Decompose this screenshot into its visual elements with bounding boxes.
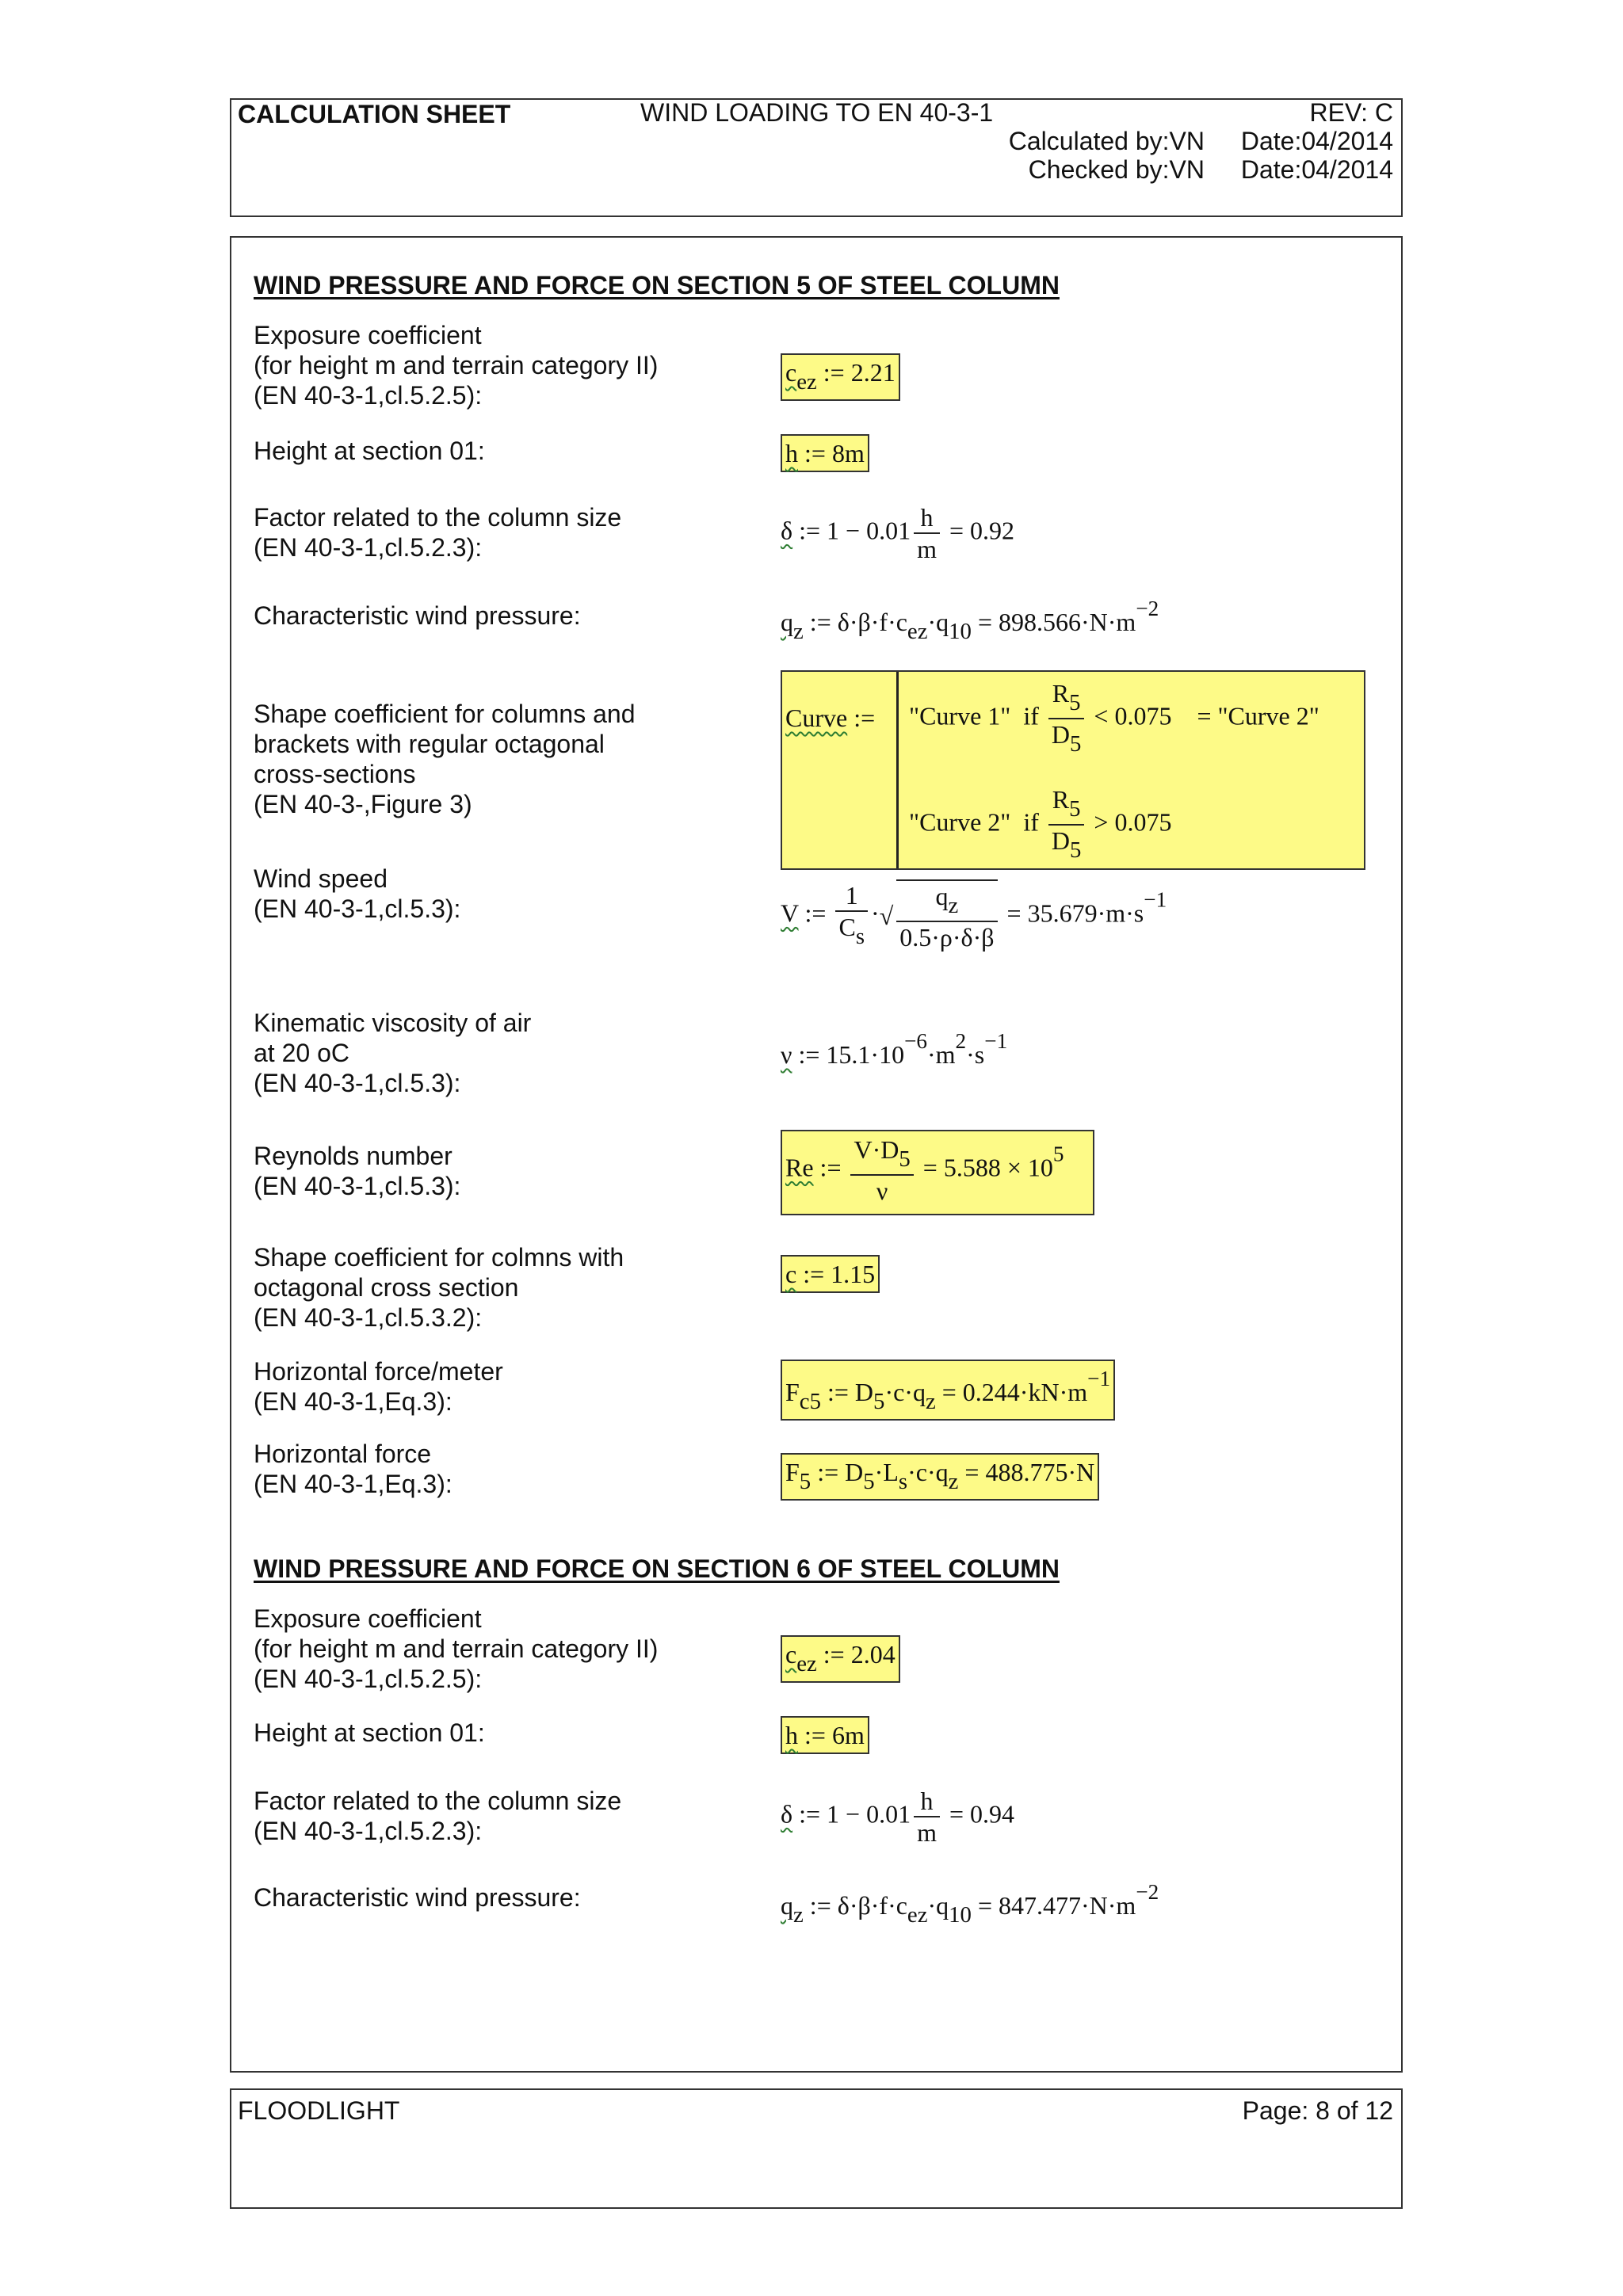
s5-factor-label: Factor related to the column size (EN 40-3-1,cl.5.2.3): <box>254 503 622 562</box>
s5-exposure-label: Exposure coefficient (for height m and terrain category II) (EN 40-3-1,cl.5.2.5): <box>254 321 659 410</box>
s5-viscosity-label: Kinematic viscosity of air at 20 oC (EN 40-3-1,cl.5.3): <box>254 1009 532 1097</box>
project-name: FLOODLIGHT <box>238 2096 400 2125</box>
s5-f5-formula: $F_5$ := $D_5\cdot L_s\cdot c\cdot q_z = 488.775\cdot N$ <box>781 1453 1099 1501</box>
s5-force-per-meter-label: Horizontal force/meter (EN 40-3-1,Eq.3): <box>254 1357 503 1416</box>
s5-v-formula: V := $\frac{1}{C_s}$ ·√ $\frac{q_z}{0.5\cdot\rho\cdot\delta\cdot\beta}$ = $35.679\cdot m\cdot s^{-1}$ <box>781 881 1167 952</box>
checked-by: Checked by:VN <box>1028 155 1205 184</box>
checked-date: Date:04/2014 <box>1240 155 1393 184</box>
s5-cez-formula: $c_{ez}$ := 2.21 <box>781 353 900 401</box>
calculated-date: Date:04/2014 <box>1240 127 1393 155</box>
s6-h-formula: h := 6m <box>781 1716 869 1754</box>
calculated-by: Calculated by:VN <box>1008 127 1205 155</box>
curve-row-2: "Curve 2" if $\frac{R_5}{D_5}$ > 0.075 <box>909 785 1172 864</box>
s5-nu-formula: ν := $15.1\cdot 10^{-6}\cdot m^2\cdot s^{-1}$ <box>781 1029 1008 1070</box>
s5-pressure-label: Characteristic wind pressure: <box>254 601 581 630</box>
s6-height-label: Height at section 01: <box>254 1718 485 1747</box>
s6-factor-label: Factor related to the column size (EN 40-3-1,cl.5.2.3): <box>254 1787 622 1845</box>
s5-shape-label: Shape coefficient for columns and brackets with regular octagonal cross-sections (EN 40-3-,Figure 3) <box>254 700 636 818</box>
section-5-heading: WIND PRESSURE AND FORCE ON SECTION 5 OF STEEL COLUMN <box>254 271 1060 299</box>
s5-qz-formula: $q_z$ := $\delta\cdot\beta\cdot f\cdot c_{ez}\cdot q_{10} = 898.566\cdot N\cdot m^{-2}$ <box>781 597 1159 645</box>
s5-delta-formula: δ := 1 − 0.01 $\frac{h}{m}$ = 0.92 <box>781 503 1014 563</box>
curve-variable: Curve := <box>785 704 876 732</box>
s6-qz-formula: $q_z$ := $\delta\cdot\beta\cdot f\cdot c_{ez}\cdot q_{10} = 847.477\cdot N\cdot m^{-2}$ <box>781 1880 1159 1928</box>
curve-bracket <box>896 672 899 868</box>
document-title: WIND LOADING TO EN 40-3-1 <box>640 98 994 127</box>
s5-fc5-formula: $F_{c5}$ := $D_5\cdot c\cdot q_z = 0.244\cdot kN\cdot m^{-1}$ <box>781 1360 1115 1421</box>
s5-reynolds-label: Reynolds number (EN 40-3-1,cl.5.3): <box>254 1142 461 1200</box>
s5-wind-speed-label: Wind speed (EN 40-3-1,cl.5.3): <box>254 864 461 923</box>
page-number: Page: 8 of 12 <box>1242 2096 1393 2125</box>
s5-octagonal-label: Shape coefficient for colmns with octagonal cross section (EN 40-3-1,cl.5.3.2): <box>254 1243 624 1332</box>
s6-pressure-label: Characteristic wind pressure: <box>254 1883 581 1912</box>
s6-exposure-label: Exposure coefficient (for height m and terrain category II) (EN 40-3-1,cl.5.2.5): <box>254 1604 659 1693</box>
s5-h-formula: h := 8m <box>781 434 869 472</box>
s5-force-label: Horizontal force (EN 40-3-1,Eq.3): <box>254 1440 453 1498</box>
s6-cez-formula: $c_{ez}$ := 2.04 <box>781 1635 900 1683</box>
revision: REV: C <box>1309 98 1393 127</box>
curve-row-1: "Curve 1" if $\frac{R_5}{D_5}$ < 0.075 = "Curve 2" <box>909 679 1319 757</box>
s5-curve-selection <box>781 670 1365 870</box>
section-6-heading: WIND PRESSURE AND FORCE ON SECTION 6 OF STEEL COLUMN <box>254 1554 1060 1583</box>
s5-height-label: Height at section 01: <box>254 437 485 465</box>
sqrt-sign: √ <box>879 902 894 931</box>
s5-c-formula: c := 1.15 <box>781 1255 880 1293</box>
s5-re-formula: Re := $\frac{V\cdot D_5}{\nu}$ = $5.588 \times 10^5$ <box>781 1130 1094 1215</box>
s6-delta-formula: δ := 1 − 0.01 $\frac{h}{m}$ = 0.94 <box>781 1787 1014 1847</box>
sheet-title: CALCULATION SHEET <box>238 100 511 128</box>
